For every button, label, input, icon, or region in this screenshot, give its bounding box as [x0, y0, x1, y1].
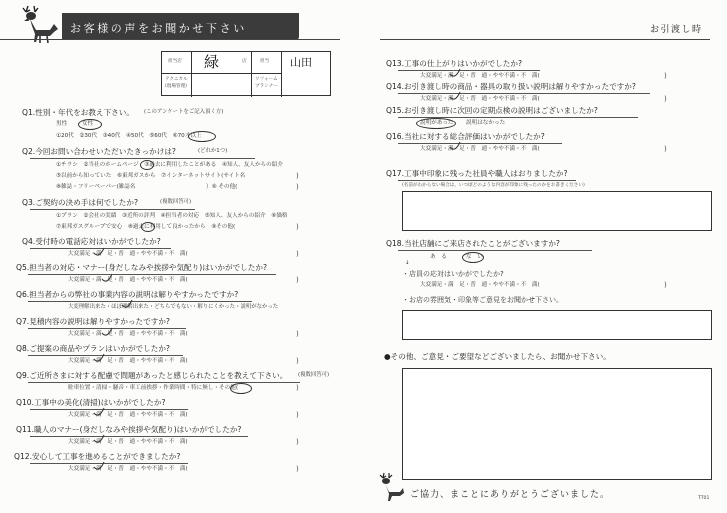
q6-check-mark: [120, 299, 134, 311]
form-code: TT01: [698, 496, 710, 501]
q14-title: Q14.お引き渡し時の商品・器具の取り扱い説明は解りやすかったですか?: [386, 82, 636, 91]
staff-table: [161, 51, 331, 96]
q1-gender-female[interactable]: 女性: [82, 121, 94, 127]
q3-title: Q3.ご契約の決め手は何でしたか?: [22, 198, 138, 207]
deer-footer-icon: [376, 470, 406, 502]
q18-yes[interactable]: あ る: [430, 254, 447, 260]
other-title: ●その他、ご意見・ご要望などございましたら、お聞かせ下さい。: [384, 352, 611, 361]
q3-row1[interactable]: ①プラン ②会社の実績 ③近所の評判 ④担当者の対応 ⑤知人、友人からの紹介 ⑥価格: [56, 213, 288, 219]
q11-scale[interactable]: 大変満足・満 足・普 通・やや不満・不 満(: [68, 439, 188, 445]
q18-title: Q18.当社店舗にご来店されたことがございますか?: [386, 239, 560, 248]
q16-close: ): [664, 145, 667, 153]
q11-check-mark: [92, 434, 106, 446]
q8-scale[interactable]: 大変満足・満 足・普 通・やや不満・不 満(: [68, 358, 188, 364]
q11-close: ): [296, 438, 299, 446]
q13-close: ): [664, 72, 667, 80]
q10-scale[interactable]: 大変満足・満 足・普 通・やや不満・不 満(: [68, 412, 188, 418]
q2-row2-close: ): [296, 172, 299, 180]
right-header-rule: [380, 39, 710, 40]
q7-check-mark: [100, 327, 114, 339]
q18-arrow: ↓: [405, 260, 410, 266]
q14-close: ): [664, 95, 667, 103]
q6-scale[interactable]: 大変理解出来た・ほぼ理解出来た・どちらでもない・解りにくかった・説明がなかった: [68, 304, 279, 310]
store-suffix: 店: [242, 59, 247, 64]
branch-value: 緑: [204, 53, 220, 71]
q10-title: Q10.工事中の美化(清掃)はいかがでしたか?: [16, 398, 166, 407]
branch-label: 担当店: [168, 59, 182, 64]
title-banner: [62, 13, 299, 39]
q4-title: Q4.受付時の電話応対はいかがでしたか?: [22, 237, 161, 246]
q2-row3b[interactable]: ）⑨ その他(: [206, 184, 238, 190]
q1-title: Q1.性別・年代をお教え下さい。: [22, 108, 134, 117]
q17-sub: (名前がわからない場合は、いつ頃どのような内容が印象に残ったのかをお書きください): [402, 183, 585, 188]
q16-scale[interactable]: 大変満足・満 足・普 通・やや不満・不 満(: [420, 146, 540, 152]
q11-title: Q11.職人のマナー(身だしなみや挨拶や気配り)はいかがでしたか?: [16, 425, 242, 434]
other-answer-box[interactable]: [402, 368, 712, 480]
tech-label-sub: (現場管理): [165, 84, 187, 89]
banner-title: お客様の声をお聞かせ下さい: [70, 22, 247, 35]
q2-mark: [140, 160, 154, 170]
q5-title: Q5.担当者の対応・マナー(身だしなみや挨拶や気配り)はいかがでしたか?: [16, 263, 267, 272]
q1-age-mark: [188, 131, 216, 142]
q13-title: Q13.工事の仕上がりはいかがでしたか?: [386, 59, 522, 68]
q12-scale[interactable]: 大変満足・満 足・普 通・やや不満・不 満(: [68, 466, 188, 472]
q8-title: Q8.ご提案の商品やプランはいかがでしたか?: [16, 344, 170, 353]
q14-scale[interactable]: 大変満足・満 足・普 通・やや不満・不 満(: [420, 96, 540, 102]
header-rule: [0, 39, 340, 40]
reform-label: リフォーム: [255, 77, 278, 82]
q3-row2-close: ): [296, 223, 299, 231]
q15-opt-no[interactable]: 説明はなかった: [466, 120, 506, 126]
q17-answer-box[interactable]: [402, 191, 712, 231]
right-title: お引渡し時: [650, 25, 703, 35]
q5-close: ): [296, 276, 299, 284]
q1-ages[interactable]: ①20代 ②30代 ③40代 ④50代 ⑤60代 ⑥70才以上: [56, 133, 202, 139]
q13-check-mark: [448, 68, 462, 80]
q14-check-mark: [448, 91, 462, 103]
q2-row2[interactable]: ⑤以前から知っていた ⑥東邦ガスから ⑦インターネットサイト(サイト名: [56, 173, 246, 179]
q1-gender-male[interactable]: 男性: [56, 121, 68, 127]
q18-answer-box[interactable]: [402, 310, 712, 340]
q15-opt-yes[interactable]: 説明があった: [420, 120, 454, 126]
thanks-text: ご協力、まことにありがとうございました。: [410, 490, 611, 500]
q13-scale[interactable]: 大変満足・満 足・普 通・やや不満・不 満(: [420, 73, 540, 79]
q18-no[interactable]: な い: [466, 254, 483, 260]
q3-mark: [141, 222, 155, 232]
q4-close: ): [296, 250, 299, 258]
q2-sub: (どれか1つ): [198, 148, 228, 154]
q5-scale[interactable]: 大変満足・満 足・普 通・やや不満・不 満(: [68, 277, 188, 283]
q15-mark: [416, 118, 456, 129]
q5-check-mark: [100, 273, 114, 285]
q7-title: Q7.見積内容の説明は解りやすかったですか?: [16, 317, 170, 326]
q2-row3-close: ): [296, 183, 299, 191]
q7-scale[interactable]: 大変満足・満 足・普 通・やや不満・不 満(: [68, 331, 188, 337]
q18-sub2: ・お店の雰囲気・印象等ご意見をお聞かせ下さい。: [402, 296, 563, 304]
person-value: 山田: [290, 56, 312, 69]
q17-title: Q17.工事中印象に残った社員や職人はおりましたか?: [386, 169, 568, 178]
reform-label-sub: プランナー: [255, 84, 278, 89]
q12-close: ): [296, 465, 299, 473]
q3-row2[interactable]: ⑦東邦ガスグループで安心 ⑧過去に利用して良かったから ⑨その他(: [56, 224, 236, 230]
q1-gender-mark: [78, 119, 102, 130]
q18-close: ): [664, 281, 667, 289]
q9-mark: [230, 383, 252, 394]
q15-title: Q15.お引き渡し時に次回の定期点検の説明はございましたか?: [386, 106, 598, 115]
q18-sub1: ・店員の応対はいかがでしたか?: [402, 270, 504, 278]
q8-check-mark: [92, 353, 106, 365]
person-label: 担当: [260, 59, 270, 64]
q9-sub: (複数回答可): [298, 372, 330, 378]
q18-scale[interactable]: 大変満足・満 足・普 通・やや不満・不 満(: [420, 282, 540, 288]
q4-scale[interactable]: 大変満足・満 足・普 通・やや不満・不 満(: [68, 251, 188, 257]
q2-row1[interactable]: ①チラシ ②当社のホームページ ③過去に利用したことがある ④知人、友人からの紹介: [56, 162, 283, 168]
q8-close: ): [296, 357, 299, 365]
q12-title: Q12.安心して工事を進めることができましたか?: [14, 452, 181, 461]
deer-mascot-icon: [14, 2, 64, 44]
q9-title: Q9.ご近所さまに対する配慮で問題があったと感じられたことを教えて下さい。: [16, 371, 288, 380]
q2-title: Q2.今回お問い合わせいただいたきっかけは?: [22, 147, 176, 156]
tech-label: テクニカル: [165, 77, 188, 82]
q18-mark: [462, 252, 484, 263]
q3-sub: (複数回答可): [160, 199, 192, 205]
q2-row3[interactable]: ⑧雑誌・フリーペーパー(雑誌名: [56, 184, 136, 190]
q16-title: Q16.当社に対する総合評価はいかがでしたか?: [386, 132, 545, 141]
q10-close: ): [296, 411, 299, 419]
q6-title: Q6.担当者からの弊社の事業内容の説明は解りやすかったですか?: [16, 290, 239, 299]
q1-sub: (このアンケートをご記入頂く方): [144, 109, 224, 115]
q7-close: ): [296, 330, 299, 338]
q4-check-mark: [92, 247, 106, 259]
q10-check-mark: [92, 407, 106, 419]
q12-check-mark: [92, 461, 106, 473]
q16-check-mark: [448, 141, 462, 153]
q9-options[interactable]: 駐車位置・清掃・騒音・車工前挨拶・作業時間・特に無し・その他(: [68, 385, 238, 391]
q9-close: ): [296, 384, 299, 392]
